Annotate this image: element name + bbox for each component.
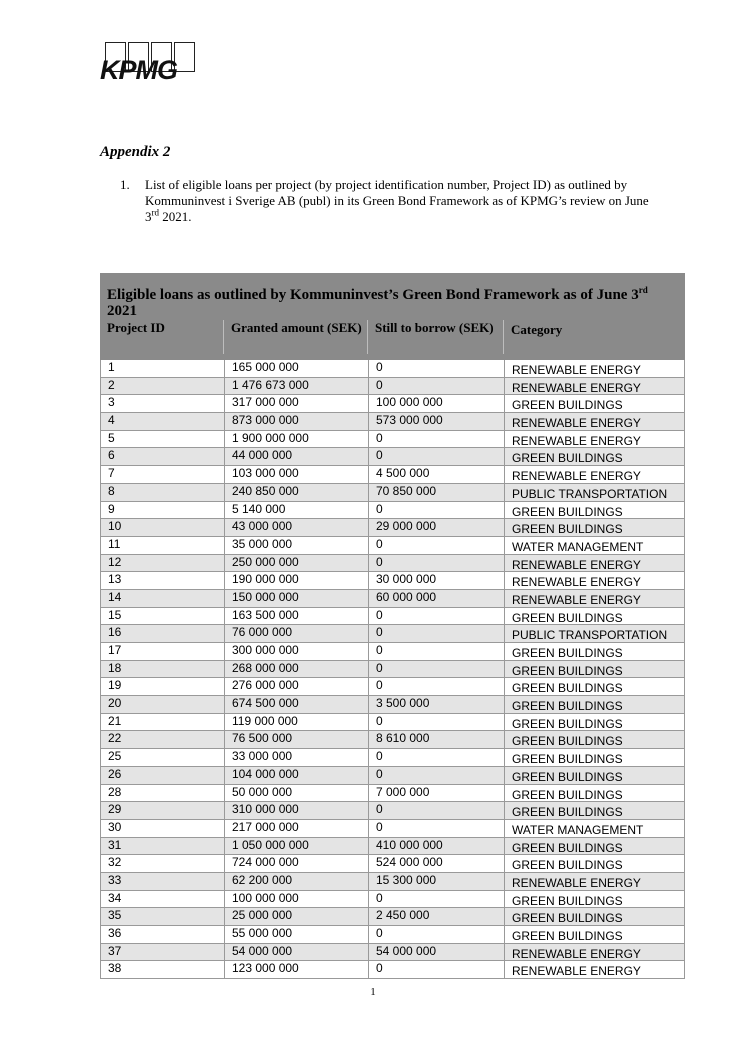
cell-still-to-borrow: 70 850 000 <box>368 484 504 501</box>
table-row <box>101 926 684 944</box>
cell-project-id: 15 <box>108 607 122 622</box>
cell-category: RENEWABLE ENERGY <box>504 944 684 961</box>
cell-still-to-borrow: 100 000 000 <box>368 395 504 412</box>
table-row <box>101 661 684 679</box>
table-row <box>101 891 684 909</box>
cell-category: GREEN BUILDINGS <box>504 696 684 713</box>
table-row <box>101 714 684 732</box>
cell-project-id: 18 <box>108 660 122 675</box>
cell-category: RENEWABLE ENERGY <box>504 555 684 572</box>
cell-category: RENEWABLE ENERGY <box>504 590 684 607</box>
cell-granted-amount: 163 500 000 <box>224 608 368 625</box>
header-still-to-borrow: Still to borrow (SEK) <box>367 320 503 354</box>
cell-granted-amount: 123 000 000 <box>224 961 368 978</box>
list-item-text-main: List of eligible loans per project (by project identification number, Project ID) as outlined by Kommuninvest i Sverige AB (publ) in its Green Bond Framework as of KPMG’s review on June 3 <box>145 177 649 224</box>
kpmg-logo <box>100 42 200 86</box>
table-row <box>101 767 684 785</box>
cell-granted-amount: 50 000 000 <box>224 785 368 802</box>
cell-granted-amount: 103 000 000 <box>224 466 368 483</box>
cell-still-to-borrow: 0 <box>368 502 504 519</box>
cell-still-to-borrow: 54 000 000 <box>368 944 504 961</box>
table-row <box>101 944 684 962</box>
table-row <box>101 572 684 590</box>
table-row <box>101 731 684 749</box>
cell-granted-amount: 5 140 000 <box>224 502 368 519</box>
cell-project-id: 34 <box>108 890 122 905</box>
cell-still-to-borrow: 0 <box>368 555 504 572</box>
cell-granted-amount: 724 000 000 <box>224 855 368 872</box>
cell-category: GREEN BUILDINGS <box>504 855 684 872</box>
table-row <box>101 838 684 856</box>
table-row <box>101 448 684 466</box>
cell-granted-amount: 250 000 000 <box>224 555 368 572</box>
table-title-sup: rd <box>638 285 648 295</box>
cell-project-id: 19 <box>108 678 122 693</box>
table-row <box>101 590 684 608</box>
cell-project-id: 33 <box>108 872 122 887</box>
cell-granted-amount: 240 850 000 <box>224 484 368 501</box>
cell-still-to-borrow: 0 <box>368 802 504 819</box>
cell-project-id: 13 <box>108 572 122 587</box>
cell-granted-amount: 1 050 000 000 <box>224 838 368 855</box>
cell-project-id: 14 <box>108 589 122 604</box>
table-row <box>101 696 684 714</box>
cell-category: RENEWABLE ENERGY <box>504 572 684 589</box>
cell-granted-amount: 674 500 000 <box>224 696 368 713</box>
logo-text: KPMG <box>100 55 177 85</box>
cell-category: GREEN BUILDINGS <box>504 714 684 731</box>
cell-granted-amount: 217 000 000 <box>224 820 368 837</box>
cell-still-to-borrow: 8 610 000 <box>368 731 504 748</box>
cell-still-to-borrow: 0 <box>368 891 504 908</box>
cell-project-id: 28 <box>108 784 122 799</box>
cell-category: GREEN BUILDINGS <box>504 608 684 625</box>
cell-still-to-borrow: 0 <box>368 961 504 978</box>
cell-still-to-borrow: 4 500 000 <box>368 466 504 483</box>
cell-project-id: 31 <box>108 837 122 852</box>
cell-project-id: 2 <box>108 377 115 392</box>
cell-category: GREEN BUILDINGS <box>504 749 684 766</box>
cell-category: GREEN BUILDINGS <box>504 502 684 519</box>
cell-category: RENEWABLE ENERGY <box>504 360 684 377</box>
cell-category: GREEN BUILDINGS <box>504 448 684 465</box>
cell-project-id: 30 <box>108 819 122 834</box>
list-item-sup: rd <box>151 207 159 218</box>
table-title-end: 2021 <box>107 303 137 319</box>
cell-project-id: 21 <box>108 713 122 728</box>
cell-granted-amount: 873 000 000 <box>224 413 368 430</box>
cell-category: RENEWABLE ENERGY <box>504 466 684 483</box>
logo-box <box>174 42 195 72</box>
cell-project-id: 11 <box>108 536 121 551</box>
cell-still-to-borrow: 0 <box>368 661 504 678</box>
table-title-main: Eligible loans as outlined by Kommuninvest’s Green Bond Framework as of June 3 <box>107 287 639 303</box>
list-item <box>120 177 660 225</box>
table-row <box>101 395 684 413</box>
cell-category: PUBLIC TRANSPORTATION <box>504 625 684 642</box>
cell-category: GREEN BUILDINGS <box>504 395 684 412</box>
cell-project-id: 29 <box>108 802 122 817</box>
cell-project-id: 10 <box>108 519 122 534</box>
cell-granted-amount: 55 000 000 <box>224 926 368 943</box>
cell-granted-amount: 104 000 000 <box>224 767 368 784</box>
cell-project-id: 22 <box>108 731 122 746</box>
cell-still-to-borrow: 3 500 000 <box>368 696 504 713</box>
table-row <box>101 502 684 520</box>
table-row <box>101 749 684 767</box>
cell-category: GREEN BUILDINGS <box>504 802 684 819</box>
cell-granted-amount: 1 900 000 000 <box>224 431 368 448</box>
cell-project-id: 26 <box>108 766 122 781</box>
cell-category: WATER MANAGEMENT <box>504 820 684 837</box>
cell-granted-amount: 76 000 000 <box>224 625 368 642</box>
table-row <box>101 643 684 661</box>
cell-category: GREEN BUILDINGS <box>504 785 684 802</box>
list-item-text <box>145 177 660 225</box>
table-header-block <box>100 273 685 360</box>
list-item-number: 1. <box>120 177 130 192</box>
cell-still-to-borrow: 0 <box>368 431 504 448</box>
cell-category: RENEWABLE ENERGY <box>504 378 684 395</box>
cell-project-id: 32 <box>108 855 122 870</box>
cell-still-to-borrow: 0 <box>368 360 504 377</box>
cell-granted-amount: 190 000 000 <box>224 572 368 589</box>
cell-still-to-borrow: 524 000 000 <box>368 855 504 872</box>
cell-still-to-borrow: 0 <box>368 767 504 784</box>
table-row <box>101 820 684 838</box>
cell-still-to-borrow: 0 <box>368 820 504 837</box>
table-row <box>101 908 684 926</box>
page-number: 1 <box>370 986 376 998</box>
cell-granted-amount: 1 476 673 000 <box>224 378 368 395</box>
table-row <box>101 413 684 431</box>
table-row <box>101 431 684 449</box>
cell-category: RENEWABLE ENERGY <box>504 961 684 978</box>
cell-category: GREEN BUILDINGS <box>504 731 684 748</box>
cell-category: GREEN BUILDINGS <box>504 891 684 908</box>
cell-still-to-borrow: 0 <box>368 643 504 660</box>
cell-granted-amount: 43 000 000 <box>224 519 368 536</box>
header-category: Category <box>503 320 678 354</box>
cell-project-id: 6 <box>108 448 115 463</box>
cell-still-to-borrow: 30 000 000 <box>368 572 504 589</box>
cell-still-to-borrow: 29 000 000 <box>368 519 504 536</box>
cell-project-id: 3 <box>108 395 115 410</box>
cell-still-to-borrow: 0 <box>368 378 504 395</box>
cell-still-to-borrow: 15 300 000 <box>368 873 504 890</box>
cell-category: GREEN BUILDINGS <box>504 767 684 784</box>
cell-granted-amount: 165 000 000 <box>224 360 368 377</box>
cell-project-id: 9 <box>108 501 115 516</box>
cell-project-id: 38 <box>108 961 122 976</box>
table-row <box>101 873 684 891</box>
cell-granted-amount: 276 000 000 <box>224 678 368 695</box>
table-title <box>107 287 678 319</box>
appendix-title: Appendix 2 <box>100 144 171 160</box>
cell-granted-amount: 119 000 000 <box>224 714 368 731</box>
table-row <box>101 484 684 502</box>
table-row <box>101 678 684 696</box>
cell-project-id: 4 <box>108 413 115 428</box>
cell-still-to-borrow: 573 000 000 <box>368 413 504 430</box>
cell-granted-amount: 76 500 000 <box>224 731 368 748</box>
cell-project-id: 25 <box>108 749 122 764</box>
header-granted-amount: Granted amount (SEK) <box>223 320 367 354</box>
cell-category: RENEWABLE ENERGY <box>504 431 684 448</box>
cell-still-to-borrow: 7 000 000 <box>368 785 504 802</box>
cell-category: PUBLIC TRANSPORTATION <box>504 484 684 501</box>
cell-granted-amount: 268 000 000 <box>224 661 368 678</box>
cell-project-id: 20 <box>108 696 122 711</box>
cell-project-id: 1 <box>108 360 115 374</box>
column-headers <box>107 320 678 354</box>
cell-granted-amount: 310 000 000 <box>224 802 368 819</box>
cell-category: RENEWABLE ENERGY <box>504 413 684 430</box>
cell-granted-amount: 100 000 000 <box>224 891 368 908</box>
cell-project-id: 35 <box>108 908 122 923</box>
cell-still-to-borrow: 0 <box>368 625 504 642</box>
cell-granted-amount: 44 000 000 <box>224 448 368 465</box>
cell-granted-amount: 150 000 000 <box>224 590 368 607</box>
table-row <box>101 466 684 484</box>
cell-granted-amount: 317 000 000 <box>224 395 368 412</box>
cell-still-to-borrow: 410 000 000 <box>368 838 504 855</box>
cell-project-id: 17 <box>108 643 122 657</box>
cell-project-id: 37 <box>108 943 122 958</box>
table-body <box>100 360 685 979</box>
cell-still-to-borrow: 0 <box>368 608 504 625</box>
cell-granted-amount: 300 000 000 <box>224 643 368 660</box>
cell-project-id: 7 <box>108 466 115 481</box>
table-row <box>101 519 684 537</box>
table-row <box>101 785 684 803</box>
cell-project-id: 5 <box>108 430 115 445</box>
cell-category: WATER MANAGEMENT <box>504 537 684 554</box>
cell-granted-amount: 35 000 000 <box>224 537 368 554</box>
list-item-text-end: 2021. <box>159 209 192 224</box>
cell-granted-amount: 25 000 000 <box>224 908 368 925</box>
table-row <box>101 961 684 979</box>
cell-category: GREEN BUILDINGS <box>504 678 684 695</box>
cell-still-to-borrow: 0 <box>368 926 504 943</box>
table-row <box>101 537 684 555</box>
cell-project-id: 16 <box>108 625 122 640</box>
cell-still-to-borrow: 0 <box>368 448 504 465</box>
cell-category: RENEWABLE ENERGY <box>504 873 684 890</box>
table-row <box>101 378 684 396</box>
loans-table <box>100 273 685 979</box>
cell-category: GREEN BUILDINGS <box>504 519 684 536</box>
table-row <box>101 555 684 573</box>
table-row <box>101 360 684 378</box>
cell-project-id: 12 <box>108 554 122 569</box>
cell-category: GREEN BUILDINGS <box>504 838 684 855</box>
cell-still-to-borrow: 0 <box>368 537 504 554</box>
cell-granted-amount: 54 000 000 <box>224 944 368 961</box>
cell-category: GREEN BUILDINGS <box>504 926 684 943</box>
cell-category: GREEN BUILDINGS <box>504 661 684 678</box>
table-row <box>101 608 684 626</box>
cell-still-to-borrow: 0 <box>368 749 504 766</box>
cell-category: GREEN BUILDINGS <box>504 908 684 925</box>
cell-still-to-borrow: 0 <box>368 678 504 695</box>
cell-still-to-borrow: 0 <box>368 714 504 731</box>
cell-category: GREEN BUILDINGS <box>504 643 684 660</box>
table-row <box>101 855 684 873</box>
cell-still-to-borrow: 60 000 000 <box>368 590 504 607</box>
cell-project-id: 8 <box>108 483 115 498</box>
header-project-id: Project ID <box>107 320 165 335</box>
cell-project-id: 36 <box>108 926 122 940</box>
table-row <box>101 625 684 643</box>
cell-granted-amount: 33 000 000 <box>224 749 368 766</box>
cell-granted-amount: 62 200 000 <box>224 873 368 890</box>
table-row <box>101 802 684 820</box>
cell-still-to-borrow: 2 450 000 <box>368 908 504 925</box>
